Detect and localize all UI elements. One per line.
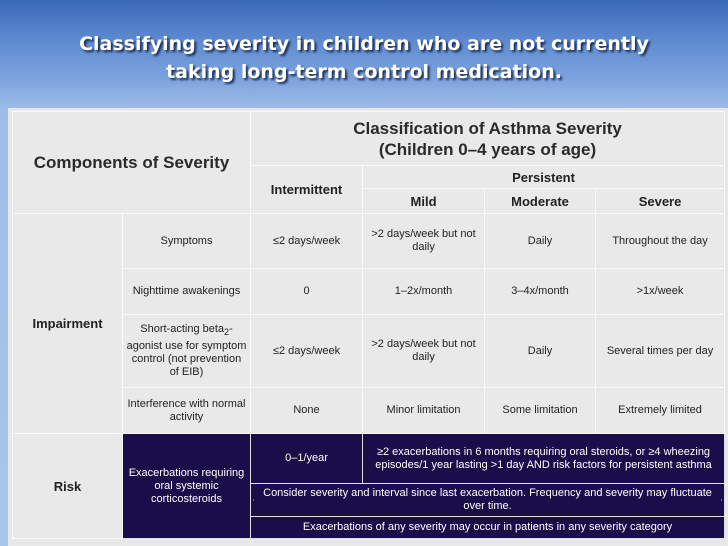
cell-moderate: Daily (485, 315, 596, 388)
column-moderate: Moderate (485, 189, 596, 214)
risk-intermittent: 0–1/year (251, 434, 363, 484)
classification-title (251, 112, 725, 166)
cell-mild: >2 days/week but not daily (363, 214, 485, 269)
cell-severe: >1x/week (596, 269, 725, 315)
cell-mild: >2 days/week but not daily (363, 315, 485, 388)
cell-mild: 1–2x/month (363, 269, 485, 315)
component-exacerbations: Exacerbations requiring oral systemic corticosteroids (123, 434, 251, 539)
slide-title-line-1: Classifying severity in children who are not currently (79, 33, 649, 55)
cell-moderate: Some limitation (485, 388, 596, 434)
slide-title-line-2: taking long-term control medication. (166, 61, 562, 83)
classification-title-line-2: (Children 0–4 years of age) (378, 139, 597, 159)
consider-severity-row (251, 484, 725, 517)
cell-mild: Minor limitation (363, 388, 485, 434)
cell-severe: Extremely limited (596, 388, 725, 434)
components-header: Components of Severity (13, 112, 251, 214)
component-interference: Interference with normal activity (123, 388, 251, 434)
column-mild: Mild (363, 189, 485, 214)
component-saba-text-b: -agonist use for symptom control (not prevention of EIB) (126, 323, 247, 378)
component-nighttime-awakenings: Nighttime awakenings (123, 269, 251, 315)
cell-severe: Several times per day (596, 315, 725, 388)
component-saba-text-a: Short-acting beta (140, 323, 225, 336)
cell-intermittent: ≤2 days/week (251, 214, 363, 269)
risk-persistent: ≥2 exacerbations in 6 months requiring oral steroids, or ≥4 wheezing episodes/1 year lasting >1 day AND risk factors for persistent asthma (363, 434, 725, 484)
consider-severity-text: Consider severity and interval since last exacerbation. Frequency and severity may fluctuate over time. (254, 487, 721, 513)
component-saba-use (123, 315, 251, 388)
slide-title (0, 30, 728, 86)
cell-moderate: Daily (485, 214, 596, 269)
asthma-severity-table (12, 111, 725, 539)
persistent-header: Persistent (363, 166, 725, 189)
cell-severe: Throughout the day (596, 214, 725, 269)
classification-title-line-1: Classification of Asthma Severity (353, 118, 622, 138)
cell-intermittent: 0 (251, 269, 363, 315)
cell-intermittent: None (251, 388, 363, 434)
impairment-label: Impairment (13, 214, 123, 434)
column-severe: Severe (596, 189, 725, 214)
any-severity-note: Exacerbations of any severity may occur in patients in any severity category (251, 517, 725, 539)
risk-label: Risk (13, 434, 123, 539)
column-intermittent: Intermittent (251, 166, 363, 214)
cell-moderate: 3–4x/month (485, 269, 596, 315)
component-saba-subscript: 2 (224, 327, 230, 338)
cell-intermittent: ≤2 days/week (251, 315, 363, 388)
component-symptoms: Symptoms (123, 214, 251, 269)
